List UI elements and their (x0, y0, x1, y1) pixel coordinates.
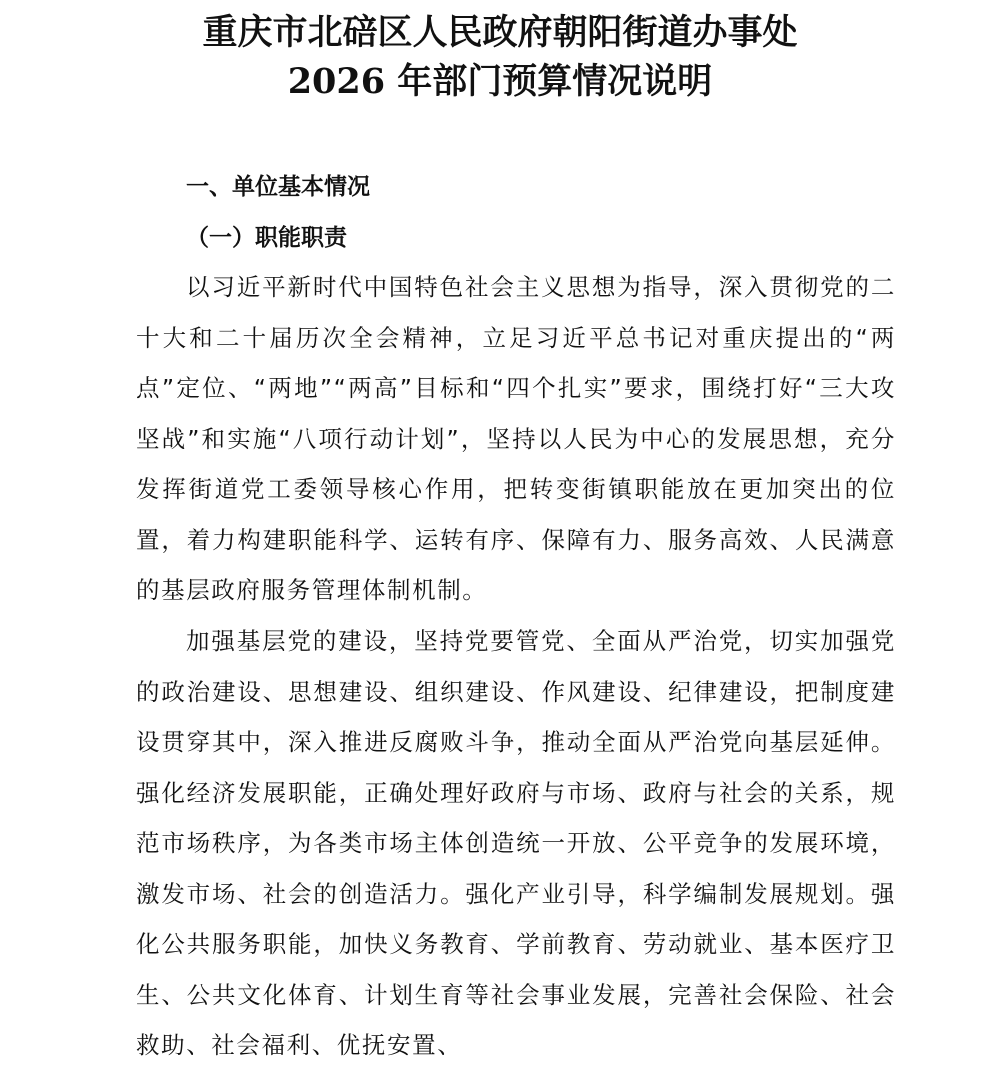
paragraph-functions-guidance: 以习近平新时代中国特色社会主义思想为指导，深入贯彻党的二十大和二十届历次全会精神，立足习近平总书记对重庆提出的“两点”定位、“两地”“两高”目标和“四个扎实”要求，围绕打好“三大攻坚战”和实施“八项行动计划”，坚持以人民为中心的发展思想，充分发挥街道党工委领导核心作用，把转变街镇职能放在更加突出的位置，着力构建职能科学、运转有序、保障有力、服务高效、人民满意的基层政府服务管理体制机制。 (136, 273, 896, 604)
document-title-line-1: 重庆市北碚区人民政府朝阳街道办事处 (202, 12, 798, 53)
document-title-line-2: 2026 年部门预算情况说明 (287, 61, 713, 102)
subsection-heading: （一）职能职责 (186, 225, 347, 251)
section-heading: 一、单位基本情况 (186, 174, 370, 200)
paragraph-functions-details: 加强基层党的建设，坚持党要管党、全面从严治党，切实加强党的政治建设、思想建设、组织建设、作风建设、纪律建设，把制度建设贯穿其中，深入推进反腐败斗争，推动全面从严治党向基层延伸。强化经济发展职能，正确处理好政府与市场、政府与社会的关系，规范市场秩序，为各类市场主体创造统一开放、公平竞争的发展环境，激发市场、社会的创造活力。强化产业引导，科学编制发展规划。强化公共服务职能，加快义务教育、学前教育、劳动就业、基本医疗卫生、公共文化体育、计划生育等社会事业发展，完善社会保险、社会救助、社会福利、优抚安置、 (136, 627, 896, 1059)
